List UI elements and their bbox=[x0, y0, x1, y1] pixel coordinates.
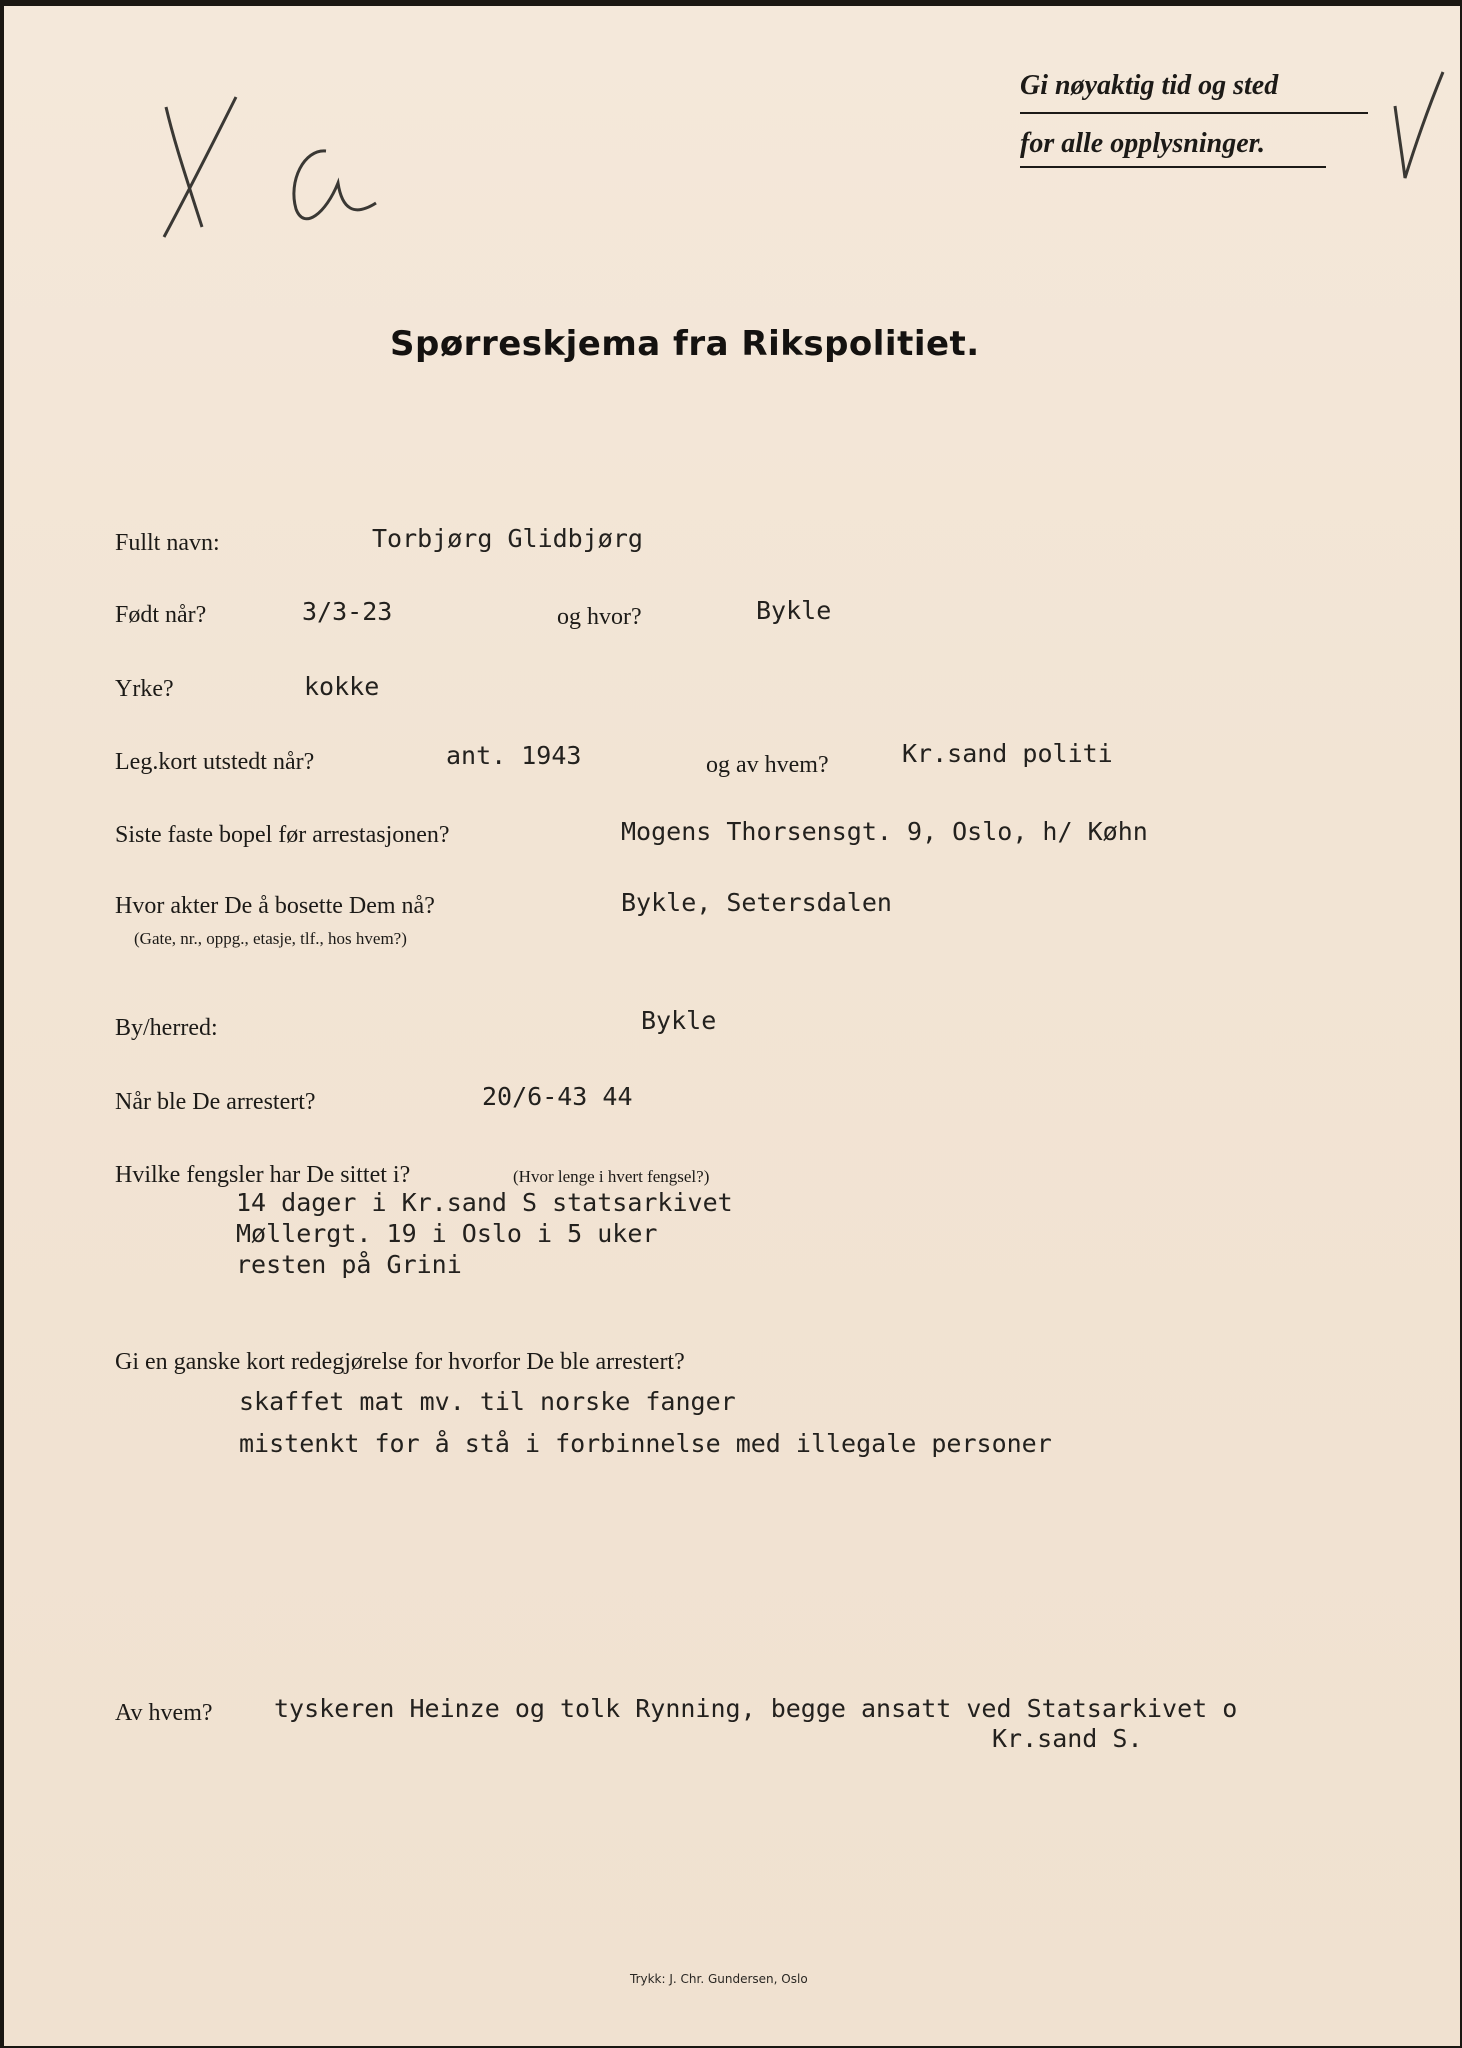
instruction-rule-1 bbox=[1020, 112, 1368, 114]
born-when-label: Født når? bbox=[115, 602, 207, 628]
occupation-value: kokke bbox=[304, 672, 380, 701]
settle-sublabel: (Gate, nr., oppg., etasje, tlf., hos hvem?) bbox=[134, 929, 407, 948]
instruction-rule-2 bbox=[1020, 166, 1326, 168]
last-address-label: Siste faste bopel før arrestasjonen? bbox=[115, 822, 450, 848]
born-when-value: 3/3-23 bbox=[302, 597, 393, 626]
occupation-label: Yrke? bbox=[115, 676, 174, 702]
instruction-line-1: Gi nøyaktig tid og sted bbox=[1020, 70, 1279, 101]
by-whom-label: Av hvem? bbox=[115, 1700, 213, 1726]
arrested-when-value: 20/6-43 44 bbox=[482, 1082, 633, 1111]
prisons-line-1: 14 dager i Kr.sand S statsarkivet bbox=[236, 1188, 733, 1217]
reason-line-1: skaffet mat mv. til norske fanger bbox=[239, 1387, 736, 1416]
id-card-when-label: Leg.kort utstedt når? bbox=[115, 749, 315, 775]
prisons-label: Hvilke fengsler har De sittet i? bbox=[115, 1162, 411, 1188]
id-card-by-label: og av hvem? bbox=[706, 752, 829, 778]
settle-value: Bykle, Setersdalen bbox=[621, 888, 892, 917]
reason-label: Gi en ganske kort redegjørelse for hvorfor De ble arrestert? bbox=[115, 1349, 685, 1375]
born-where-label: og hvor? bbox=[557, 604, 642, 630]
form-title: Spørreskjema fra Rikspolitiet. bbox=[390, 324, 980, 364]
last-address-value: Mogens Thorsensgt. 9, Oslo, h/ Køhn bbox=[621, 817, 1148, 846]
by-whom-line-1: tyskeren Heinze og tolk Rynning, begge ansatt ved Statsarkivet o bbox=[274, 1694, 1238, 1723]
handwritten-tick-mark bbox=[1389, 66, 1449, 186]
municipality-value: Bykle bbox=[641, 1006, 717, 1035]
prisons-line-2: Møllergt. 19 i Oslo i 5 uker bbox=[236, 1219, 658, 1248]
instruction-line-2: for alle opplysninger. bbox=[1020, 128, 1266, 159]
questionnaire-sheet bbox=[4, 6, 1460, 2046]
settle-label: Hvor akter De å bosette Dem nå? bbox=[115, 893, 435, 919]
born-where-value: Bykle bbox=[756, 596, 832, 625]
arrested-when-label: Når ble De arrestert? bbox=[115, 1089, 316, 1115]
printer-footer: Trykk: J. Chr. Gundersen, Oslo bbox=[630, 1972, 808, 1986]
id-card-when-value: ant. 1943 bbox=[446, 741, 582, 770]
by-whom-line-2: Kr.sand S. bbox=[992, 1724, 1143, 1753]
reason-line-2: mistenkt for å stå i forbinnelse med illegale personer bbox=[239, 1429, 1052, 1458]
prisons-sublabel: (Hvor lenge i hvert fengsel?) bbox=[513, 1167, 710, 1186]
municipality-label: By/herred: bbox=[115, 1015, 218, 1041]
full-name-value: Torbjørg Glidbjørg bbox=[372, 524, 643, 553]
full-name-label: Fullt navn: bbox=[115, 530, 220, 556]
id-card-by-value: Kr.sand politi bbox=[902, 739, 1113, 768]
prisons-line-3: resten på Grini bbox=[236, 1250, 462, 1279]
handwritten-xa-mark bbox=[154, 91, 434, 241]
